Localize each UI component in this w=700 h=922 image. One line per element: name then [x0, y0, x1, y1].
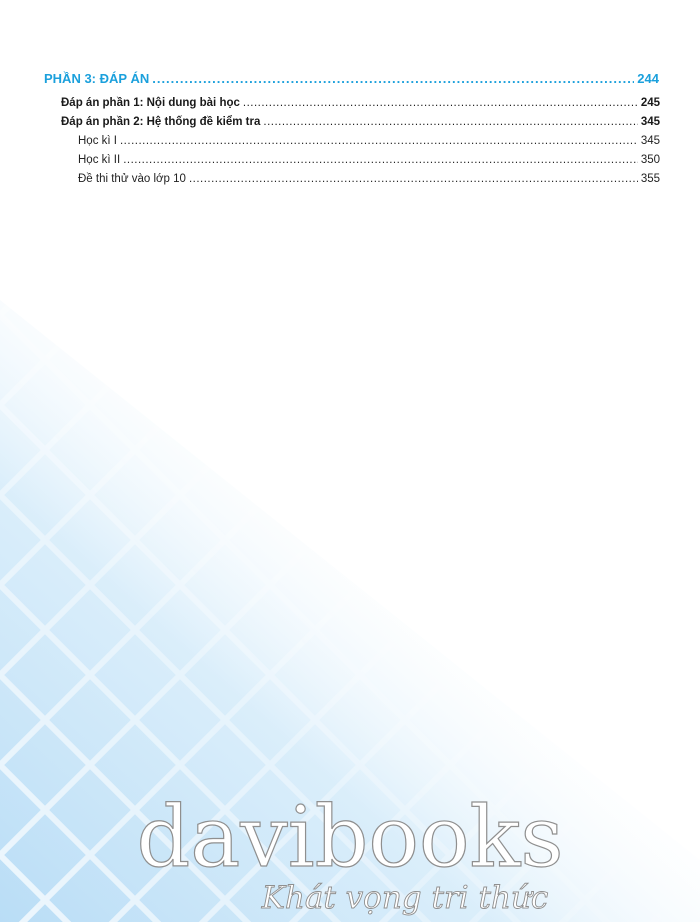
- toc-subsection-title: Học kì I: [78, 135, 117, 147]
- brand-name: davibooks: [136, 788, 564, 886]
- toc-subsection-page: 345: [640, 135, 660, 147]
- toc-section-title: Đáp án phần 2: Hệ thống đề kiểm tra: [61, 116, 261, 128]
- toc-subsection-page: 355: [640, 173, 660, 185]
- toc-subsection-title: Đề thi thử vào lớp 10: [78, 173, 186, 185]
- toc-part-page: 244: [637, 71, 659, 86]
- toc-section-page: 245: [640, 97, 660, 109]
- toc-section-page: 345: [640, 116, 660, 128]
- toc-part-title: PHẦN 3: ĐÁP ÁN: [44, 71, 150, 86]
- toc-subsection-page: 350: [640, 154, 660, 166]
- brand-slogan: Khát vọng tri thức: [261, 880, 549, 916]
- toc-section-title: Đáp án phần 1: Nội dung bài học: [61, 97, 240, 109]
- toc-subsection-title: Học kì II: [78, 154, 121, 166]
